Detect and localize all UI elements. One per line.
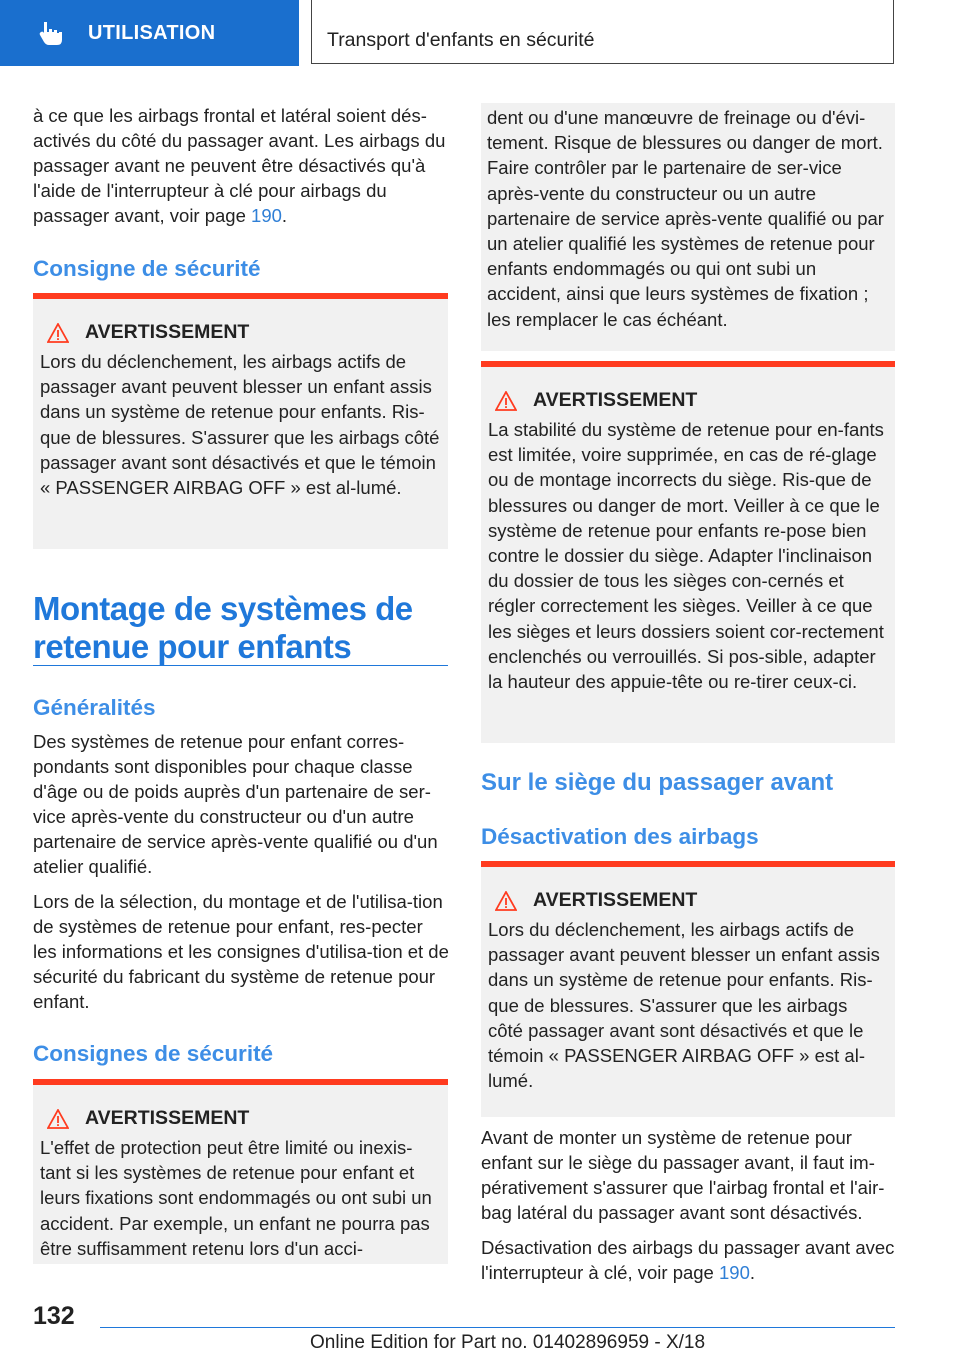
paragraph: Lors de la sélection, du montage et de l'utilisa-tion de systèmes de retenue pour enfant, res-pecter les informations et les consignes d'utilisa-tion et de sécurité du fabricant du système de retenue pour enfant.	[33, 891, 449, 1012]
warning-text: dent ou d'une manœuvre de freinage ou d'évi-tement. Risque de blessures ou danger de mort. Faire contrôler par le partenaire de ser-vice après-vente du constructeur ou un autre partenaire de service après-vente qualifié ou par un atelier qualifié les systèmes de retenue pour enfants endommagés ou qui ont subi un accident, ainsi que leurs systèmes de fixation ; les remplacer le cas échéant.	[487, 107, 884, 330]
heading-siege: Sur le siège du passager avant	[481, 769, 834, 796]
warning-title	[488, 889, 887, 912]
warning-title-text: AVERTISSEMENT	[85, 321, 250, 343]
intro-paragraph	[33, 103, 448, 238]
siege-body	[481, 1125, 899, 1295]
heading-desactivation: Désactivation des airbags	[481, 824, 759, 849]
heading-underline	[33, 665, 448, 666]
warning-text: La stabilité du système de retenue pour en-fants est limitée, voire supprimée, en cas de ré-glage ou de montage incorrects du siège. Ris-que de blessures ou danger de mort. Veiller à ce que le système de retenue pour enfants re-pose bien contre le dossier du siège. Adapter l'inclinaison du dossier de tous les sièges con-cernés et régler correctement les sièges. Veiller à ce que les sièges et leurs dossiers soient cor-rectement enclenchés ou verrouillés. Si pos-sible, adapter la hauteur des appuie-tête ou re-tirer ceux-ci.	[488, 419, 884, 693]
heading-consigne: Consigne de sécurité	[33, 256, 261, 281]
warning-box-1	[33, 293, 448, 549]
warning-triangle-icon	[47, 1109, 69, 1129]
warning-triangle-icon	[495, 391, 517, 411]
heading-generalites: Généralités	[33, 695, 156, 720]
warning-box-2	[33, 1079, 448, 1264]
section-label: UTILISATION	[88, 22, 216, 44]
chapter-title: Transport d'enfants en sécurité	[327, 29, 595, 51]
warning-box-4	[481, 861, 895, 1117]
intro-end: .	[281, 205, 288, 226]
warning-text: Lors du déclenchement, les airbags actifs de passager avant peuvent blesser un enfant assis dans un système de retenue pour enfants. Ris-que de blessures. S'assurer que les airbags côté passager avant sont désactivés et que le témoin « PASSENGER AIRBAG OFF » est al-lumé.	[488, 919, 880, 1092]
paragraph: Avant de monter un système de retenue pour enfant sur le siège du passager avant, il faut im-pérativement s'assurer que l'airbag frontal et l'air-bag latéral du passager avant sont désactivés.	[481, 1127, 885, 1223]
page-number: 132	[33, 1302, 75, 1330]
heading-montage: Montage de systèmes de retenue pour enfants	[33, 590, 413, 665]
section-tab	[0, 0, 299, 66]
warning-text: Lors du déclenchement, les airbags actifs de passager avant peuvent blesser un enfant assis dans un système de retenue pour enfants. Ris-que de blessures. S'assurer que les airbags côté passager avant sont désactivés et que le témoin « PASSENGER AIRBAG OFF » est al-lumé.	[40, 351, 440, 499]
heading-consignes: Consignes de sécurité	[33, 1041, 274, 1066]
warning-box-continued	[481, 103, 895, 351]
page-header	[0, 0, 960, 66]
warning-box-3	[481, 361, 895, 743]
generalites-body	[33, 729, 451, 1024]
footer-edition: Online Edition for Part no. 01402896959 - X/18	[310, 1332, 706, 1353]
intro-text: à ce que les airbags frontal et latéral soient dés-activés du côté du passager avant. Les airbags du passager avant ne peuvent être désactivés qu'à l'aide de l'interrupteur à clé pour airbags du passager avant, voir page	[33, 105, 446, 226]
warning-text: L'effet de protection peut être limité ou inexis-tant si les systèmes de retenue pour enfant et leurs fixations sont endommagés ou ont subi un accident. Par exemple, un enfant ne pourra pas être suffisamment retenu lors d'un acci-	[40, 1137, 432, 1259]
warning-title	[488, 389, 887, 412]
paragraph-text: Désactivation des airbags du passager avant avec l'interrupteur à clé, voir page	[481, 1237, 895, 1283]
warning-triangle-icon	[495, 891, 517, 911]
paragraph: Des systèmes de retenue pour enfant corres-pondants sont disponibles pour chaque classe d'âge ou de poids auprès d'un partenaire de ser-vice après-vente du constructeur ou d'un autre partenaire de service après-vente qualifié ou d'un atelier qualifié.	[33, 731, 438, 877]
warning-title	[40, 321, 440, 344]
warning-title	[40, 1107, 440, 1130]
warning-title-text: AVERTISSEMENT	[533, 389, 698, 411]
footer-rule	[100, 1327, 895, 1328]
warning-title-text: AVERTISSEMENT	[85, 1107, 250, 1129]
hand-pointer-icon	[38, 20, 64, 46]
warning-title-text: AVERTISSEMENT	[533, 889, 698, 911]
paragraph-end: .	[749, 1262, 756, 1283]
chapter-box	[311, 0, 894, 64]
warning-triangle-icon	[47, 323, 69, 343]
page-link[interactable]: 190	[719, 1262, 750, 1283]
page-link[interactable]: 190	[251, 205, 282, 226]
